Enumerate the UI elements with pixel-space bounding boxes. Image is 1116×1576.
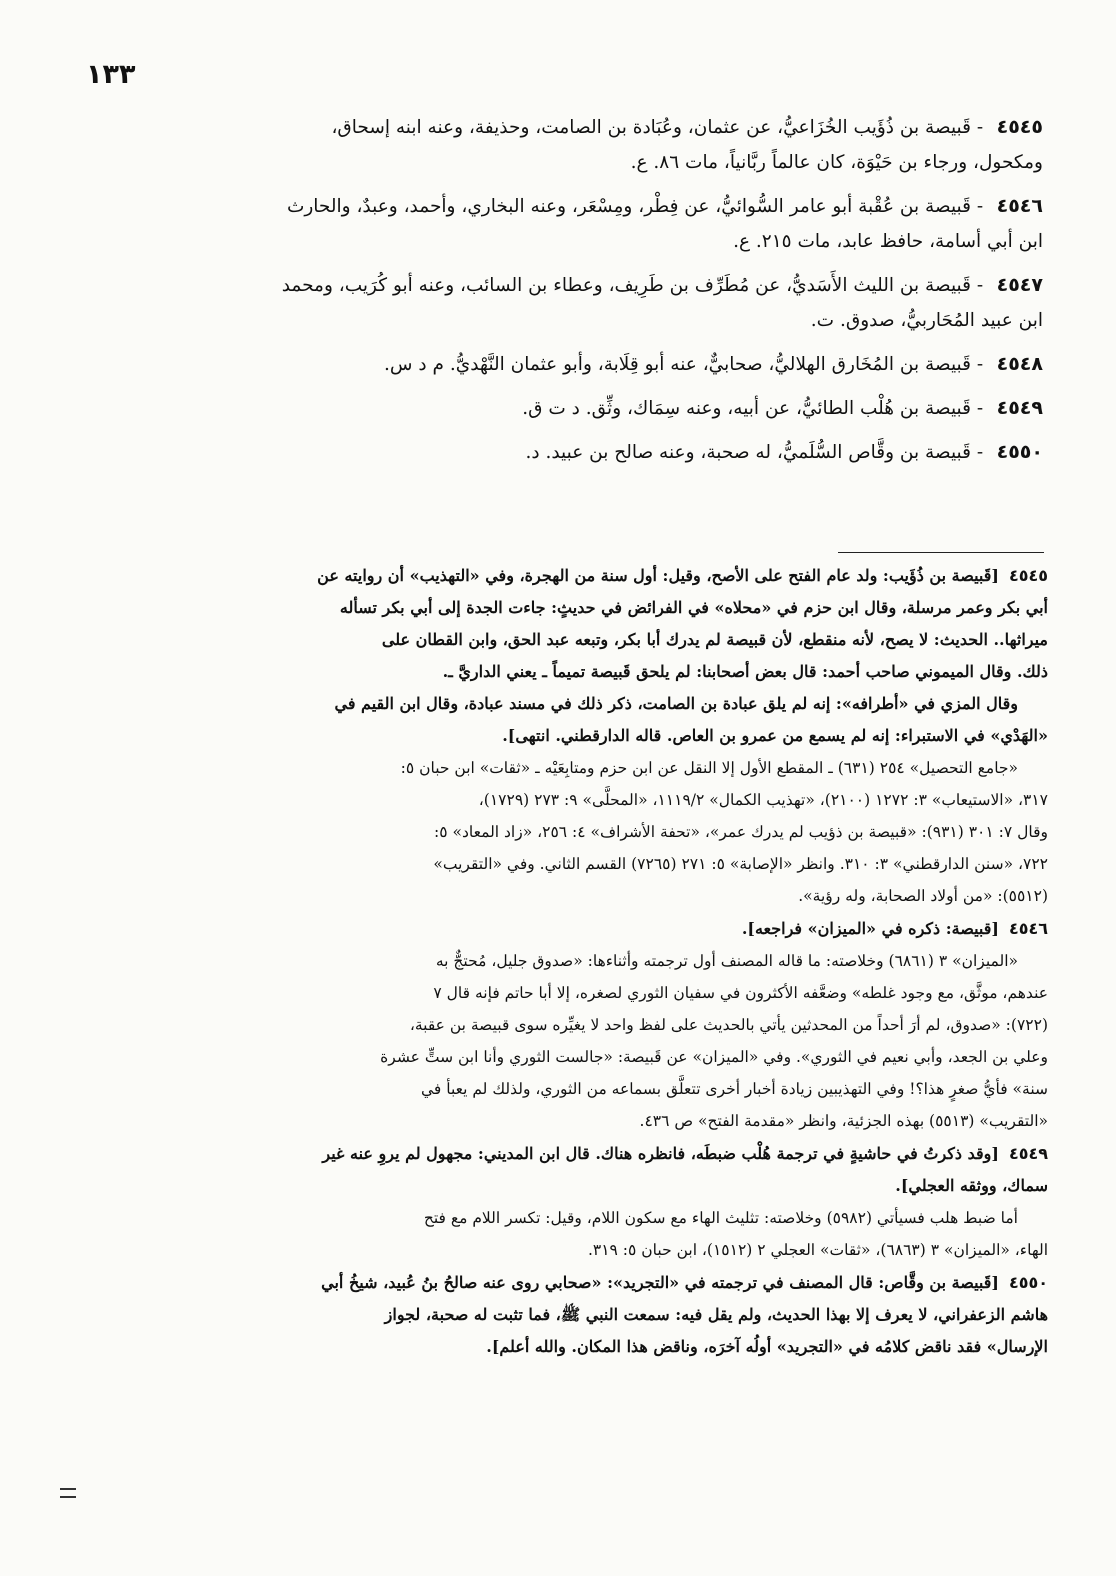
- entry-line: - قَبيصة بن الليث الأَسَديُّ، عن مُطَرِّف بن طَرِيف، وعطاء بن السائب، وعنه أبو كُرَيب، ومحمد: [281, 275, 984, 296]
- footnote-line: (٧٢٢): «صدوق، لم أرَ أحداً من المحدثين يأتي بالحديث على لفظ واحد لا يغيِّره سوى قبيصة بن عقبة،: [409, 1016, 1048, 1034]
- entry: [80, 347, 1043, 382]
- footnotes: [80, 560, 1048, 1364]
- footnote-line: ٣١٧، «الاستيعاب» ٣: ١٢٧٢ (٢١٠٠)، «تهذيب الكمال» ١١١٩/٢، «المحلَّى» ٩: ٢٧٣ (١٧٢٩)،: [478, 791, 1048, 809]
- footnote-line: [قَبيصة بن ذُؤَيب: ولد عام الفتح على الأصح، وقيل: أول سنة من الهجرة، وفي «التهذيب» أن روايته عن: [317, 566, 999, 585]
- footnote: [80, 560, 1048, 912]
- entry-number: ٤٥٤٨: [996, 353, 1043, 375]
- footnote-line: الهاء، «الميزان» ٣ (٦٨٦٣)، «ثقات» العجلي ٢ (١٥١٢)، ابن حبان ٥: ٣١٩.: [587, 1241, 1048, 1259]
- entry-line: ابن أبي أسامة، حافظ عابد، مات ٢١٥. ع.: [733, 231, 1043, 252]
- entry: [80, 435, 1043, 470]
- footnote-number: ٤٥٤٥: [1008, 566, 1048, 585]
- main-text: [80, 110, 1043, 479]
- footnote-line: «جامع التحصيل» ٢٥٤ (٦٣١) ـ المقطع الأول إلا النقل عن ابن حزم ومتابِعَيْه ـ «ثقات» ابن حبان ٥:: [400, 759, 1018, 777]
- entry-line: - قَبيصة بن هُلْب الطائيُّ، عن أبيه، وعنه سِمَاك، وثِّق. د ت ق.: [522, 398, 984, 419]
- footnote-line: وعلي بن الجعد، وأبي نعيم في الثوري». وفي «الميزان» عن قَبيصة: «جالست الثوري وأنا ابن ستٍّ عشرة: [380, 1048, 1048, 1066]
- entry: [80, 110, 1043, 180]
- entry-number: ٤٥٤٥: [996, 116, 1043, 138]
- footnote: [80, 1267, 1048, 1363]
- entry-line: - قَبيصة بن عُقْبة أبو عامر السُّوائيُّ، عن فِطْر، ومِسْعَر، وعنه البخاري، وأحمد، وعبدٌ، والحارث: [286, 196, 984, 217]
- footnote-line: وقال المزي في «أطرافه»: إنه لم يلق عبادة بن الصامت، ذكر ذلك في مسند عبادة، وقال ابن القيم في: [334, 694, 1018, 713]
- footnote-line: سنة» فأيُّ صغرٍ هذا؟! وفي التهذيبين زيادة أخبار أخرى تتعلَّق بسماعه من الثوري، ولذلك لم يعبأ في: [420, 1080, 1048, 1098]
- entry-number: ٤٥٥٠: [996, 441, 1043, 463]
- footnote: [80, 913, 1048, 1137]
- footnote-line: ميراثها.. الحديث: لا يصح، لأنه منقطع، لأن قبيصة لم يدرك أبا بكر، وتبعه عبد الحق، وابن القطان على: [381, 630, 1048, 649]
- footnote-line: أما ضبط هلب فسيأتي (٥٩٨٢) وخلاصته: تثليث الهاء مع سكون اللام، وقيل: تكسر اللام مع فتح: [423, 1209, 1018, 1227]
- footnote: [80, 1138, 1048, 1266]
- entry-number: ٤٥٤٦: [996, 195, 1043, 217]
- footnote-line: «الهَدْي» في الاستبراء: إنه لم يسمع من عمرو بن العاص. قاله الدارقطني. انتهى].: [502, 726, 1048, 745]
- footnote-line: [قبيصة: ذكره في «الميزان» فراجعه].: [741, 919, 999, 938]
- footnote-line: عندهم، موثَّق، مع وجود غلطه» وضعَّفه الأكثرون في سفيان الثوري لصغره، إلا أبا حاتم فإنه قال ٧: [433, 984, 1048, 1002]
- footnote-line: هاشم الزعفراني، لا يعرف إلا بهذا الحديث، ولم يقل فيه: سمعت النبي ﷺ، فما تثبت له صحبة، لجواز: [384, 1305, 1048, 1324]
- page-end-mark: [60, 1488, 76, 1498]
- entry-number: ٤٥٤٧: [996, 274, 1043, 296]
- footnote-line: (٥٥١٢): «من أولاد الصحابة، وله رؤية».: [798, 887, 1048, 905]
- footnote-separator: [838, 552, 1044, 553]
- footnote-line: ٧٢٢، «سنن الدارقطني» ٣: ٣١٠. وانظر «الإصابة» ٥: ٢٧١ (٧٢٦٥) القسم الثاني. وفي «التقريب»: [433, 855, 1048, 873]
- entry: [80, 268, 1043, 338]
- footnote-line: وقال ٧: ٣٠١ (٩٣١): «قبيصة بن ذؤيب لم يدرك عمر»، «تحفة الأشراف» ٤: ٢٥٦، «زاد المعاد» ٥:: [434, 823, 1048, 841]
- footnote-line: «الميزان» ٣ (٦٨٦١) وخلاصته: ما قاله المصنف أول ترجمته وأثناءها: «صدوق جليل، مُحتجٌّ به: [435, 952, 1018, 970]
- entry-line: - قَبيصة بن المُخَارق الهلاليُّ، صحابيٌّ، عنه أبو قِلَابة، وأبو عثمان النَّهْديُّ. م د س.: [384, 354, 984, 375]
- footnote-number: ٤٥٤٦: [1008, 919, 1048, 938]
- entry-line: - قَبيصة بن وقَّاص السُّلَميُّ، له صحبة، وعنه صالح بن عبيد. د.: [525, 442, 984, 463]
- page-number: ١٣٣: [86, 59, 136, 90]
- entry-line: ومكحول، ورجاء بن حَيْوَة، كان عالماً ربَّانياً، مات ٨٦. ع.: [630, 152, 1043, 173]
- footnote-line: الإرسال» فقد ناقض كلامُه في «التجريد» أولُه آخرَه، وناقض هذا المكان. والله أعلم].: [486, 1337, 1048, 1356]
- entry-line: ابن عبيد المُحَاربيُّ، صدوق. ت.: [810, 310, 1043, 331]
- entry: [80, 189, 1043, 259]
- footnote-number: ٤٥٤٩: [1008, 1144, 1048, 1163]
- footnote-line: [قَبيصة بن وقَّاص: قال المصنف في ترجمته في «التجريد»: «صحابي روى عنه صالحُ بنُ عُبيد، شيخُ أبي: [321, 1273, 999, 1292]
- entry-line: - قَبيصة بن ذُؤَيب الخُزَاعيُّ، عن عثمان، وعُبَادة بن الصامت، وحذيفة، وعنه ابنه إسحاق،: [331, 117, 984, 138]
- footnote-line: أبي بكر وعمر مرسلة، وقال ابن حزم في «محلاه» في الفرائض في حديثٍ: جاءت الجدة إلى أبي بكر تسأله: [339, 598, 1048, 617]
- footnote-line: «التقريب» (٥٥١٣) بهذه الجزئية، وانظر «مقدمة الفتح» ص ٤٣٦.: [639, 1112, 1048, 1130]
- footnote-number: ٤٥٥٠: [1008, 1273, 1048, 1292]
- footnote-line: ذلك. وقال الميموني صاحب أحمد: قال بعض أصحابنا: لم يلحق قَبيصة تميماً ـ يعني الداريَّ ـ.: [442, 662, 1048, 681]
- footnote-line: سماك، ووثقه العجلي].: [895, 1176, 1048, 1195]
- entry: [80, 391, 1043, 426]
- entry-number: ٤٥٤٩: [996, 397, 1043, 419]
- footnote-line: [وقد ذكرتُ في حاشيةٍ في ترجمة هُلْب ضبطَه، فانظره هناك. قال ابن المديني: مجهول لم يروِ عنه غير: [322, 1144, 999, 1163]
